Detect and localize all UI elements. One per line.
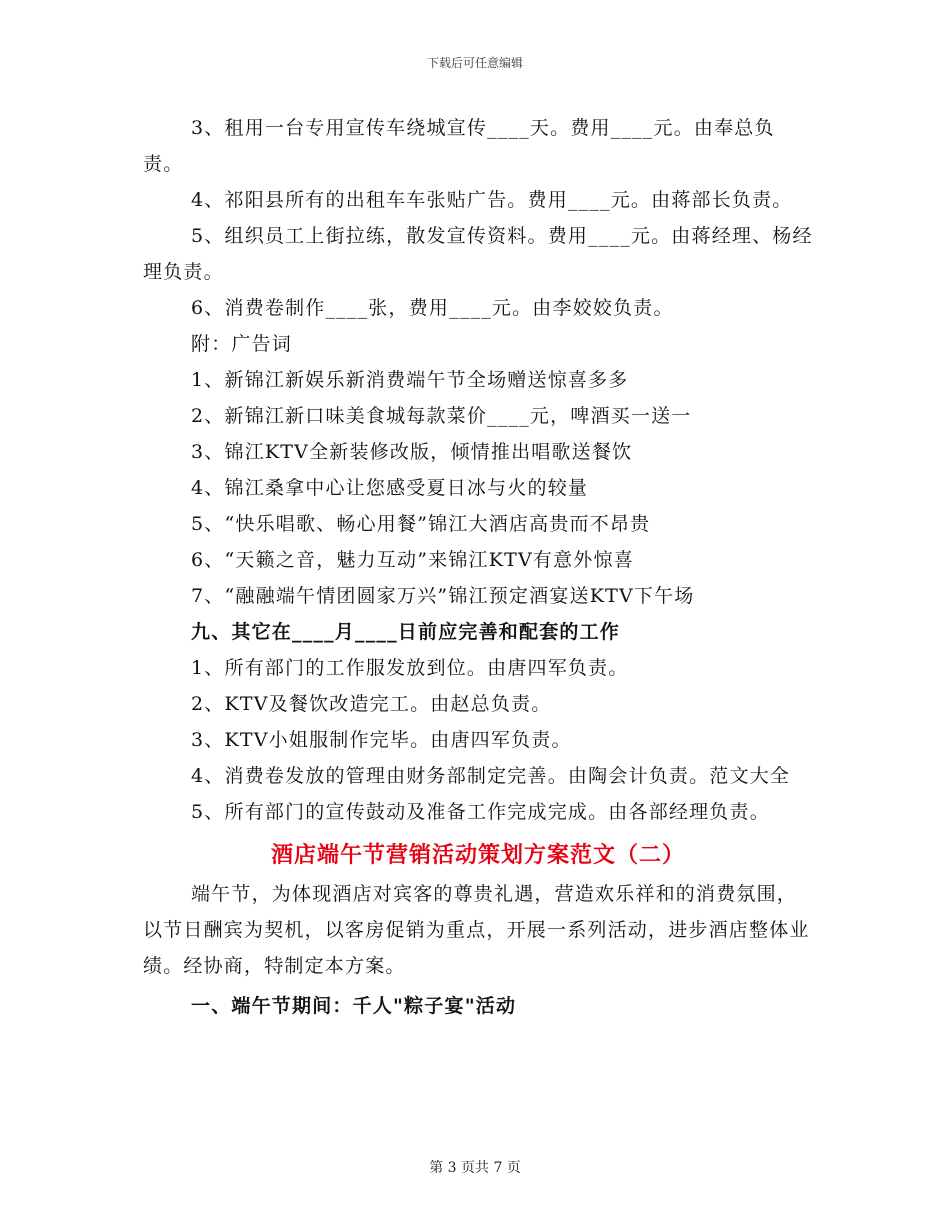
slogan-item: 6、“天籁之音，魅力互动”来锦江KTV有意外惊喜 [191,549,634,571]
task-item: 3、KTV小姐服制作完毕。由唐四军负责。 [191,729,572,751]
list-item: 5、组织员工上街拉练，散发宣传资料。费用____元。由蒋经理、杨经理负责。 [143,225,813,283]
slogan-item: 5、“快乐唱歌、畅心用餐”锦江大酒店高贵而不昂贵 [191,513,651,535]
slogan-item: 1、新锦江新娱乐新消费端午节全场赠送惊喜多多 [191,369,629,391]
section-heading: 九、其它在____月____日前应完善和配套的工作 [191,621,621,643]
list-item: 6、消费卷制作____张，费用____元。由李姣姣负责。 [191,297,674,319]
intro-paragraph: 端午节，为体现酒店对宾客的尊贵礼遇，营造欢乐祥和的消费氛围，以节日酬宾为契机，以客房促销为重点，开展一系列活动，进步酒店整体业绩。经协商，特制定本方案。 [143,883,810,977]
slogan-item: 3、锦江KTV全新装修改版，倾情推出唱歌送餐饮 [191,441,633,463]
document-body [143,110,813,1024]
page-footer: 第 3 页共 7 页 [429,1160,521,1176]
list-item: 3、租用一台专用宣传车绕城宣传____天。费用____元。由奉总负责。 [143,117,775,175]
task-item: 1、所有部门的工作服发放到位。由唐四军负责。 [191,657,629,679]
slogan-item: 4、锦江桑拿中心让您感受夏日冰与火的较量 [191,477,589,499]
subheading: 一、端午节期间：千人"粽子宴"活动 [191,995,517,1017]
document-title: 酒店端午节营销活动策划方案范文（二） [270,842,685,868]
slogan-item: 2、新锦江新口味美食城每款菜价____元，啤酒买一送一 [191,405,692,427]
task-item: 4、消费卷发放的管理由财务部制定完善。由陶会计负责。范文大全 [191,765,791,787]
page-header: 下载后可任意编辑 [426,56,523,70]
list-item: 4、祁阳县所有的出租车车张贴广告。费用____元。由蒋部长负责。 [191,189,793,211]
task-item: 2、KTV及餐饮改造完工。由赵总负责。 [191,693,552,715]
appendix-label: 附：广告词 [191,333,293,355]
slogan-item: 7、“融融端午情团圆家万兴”锦江预定酒宴送KTV下午场 [191,585,695,607]
task-item: 5、所有部门的宣传鼓动及准备工作完成完成。由各部经理负责。 [191,801,770,823]
